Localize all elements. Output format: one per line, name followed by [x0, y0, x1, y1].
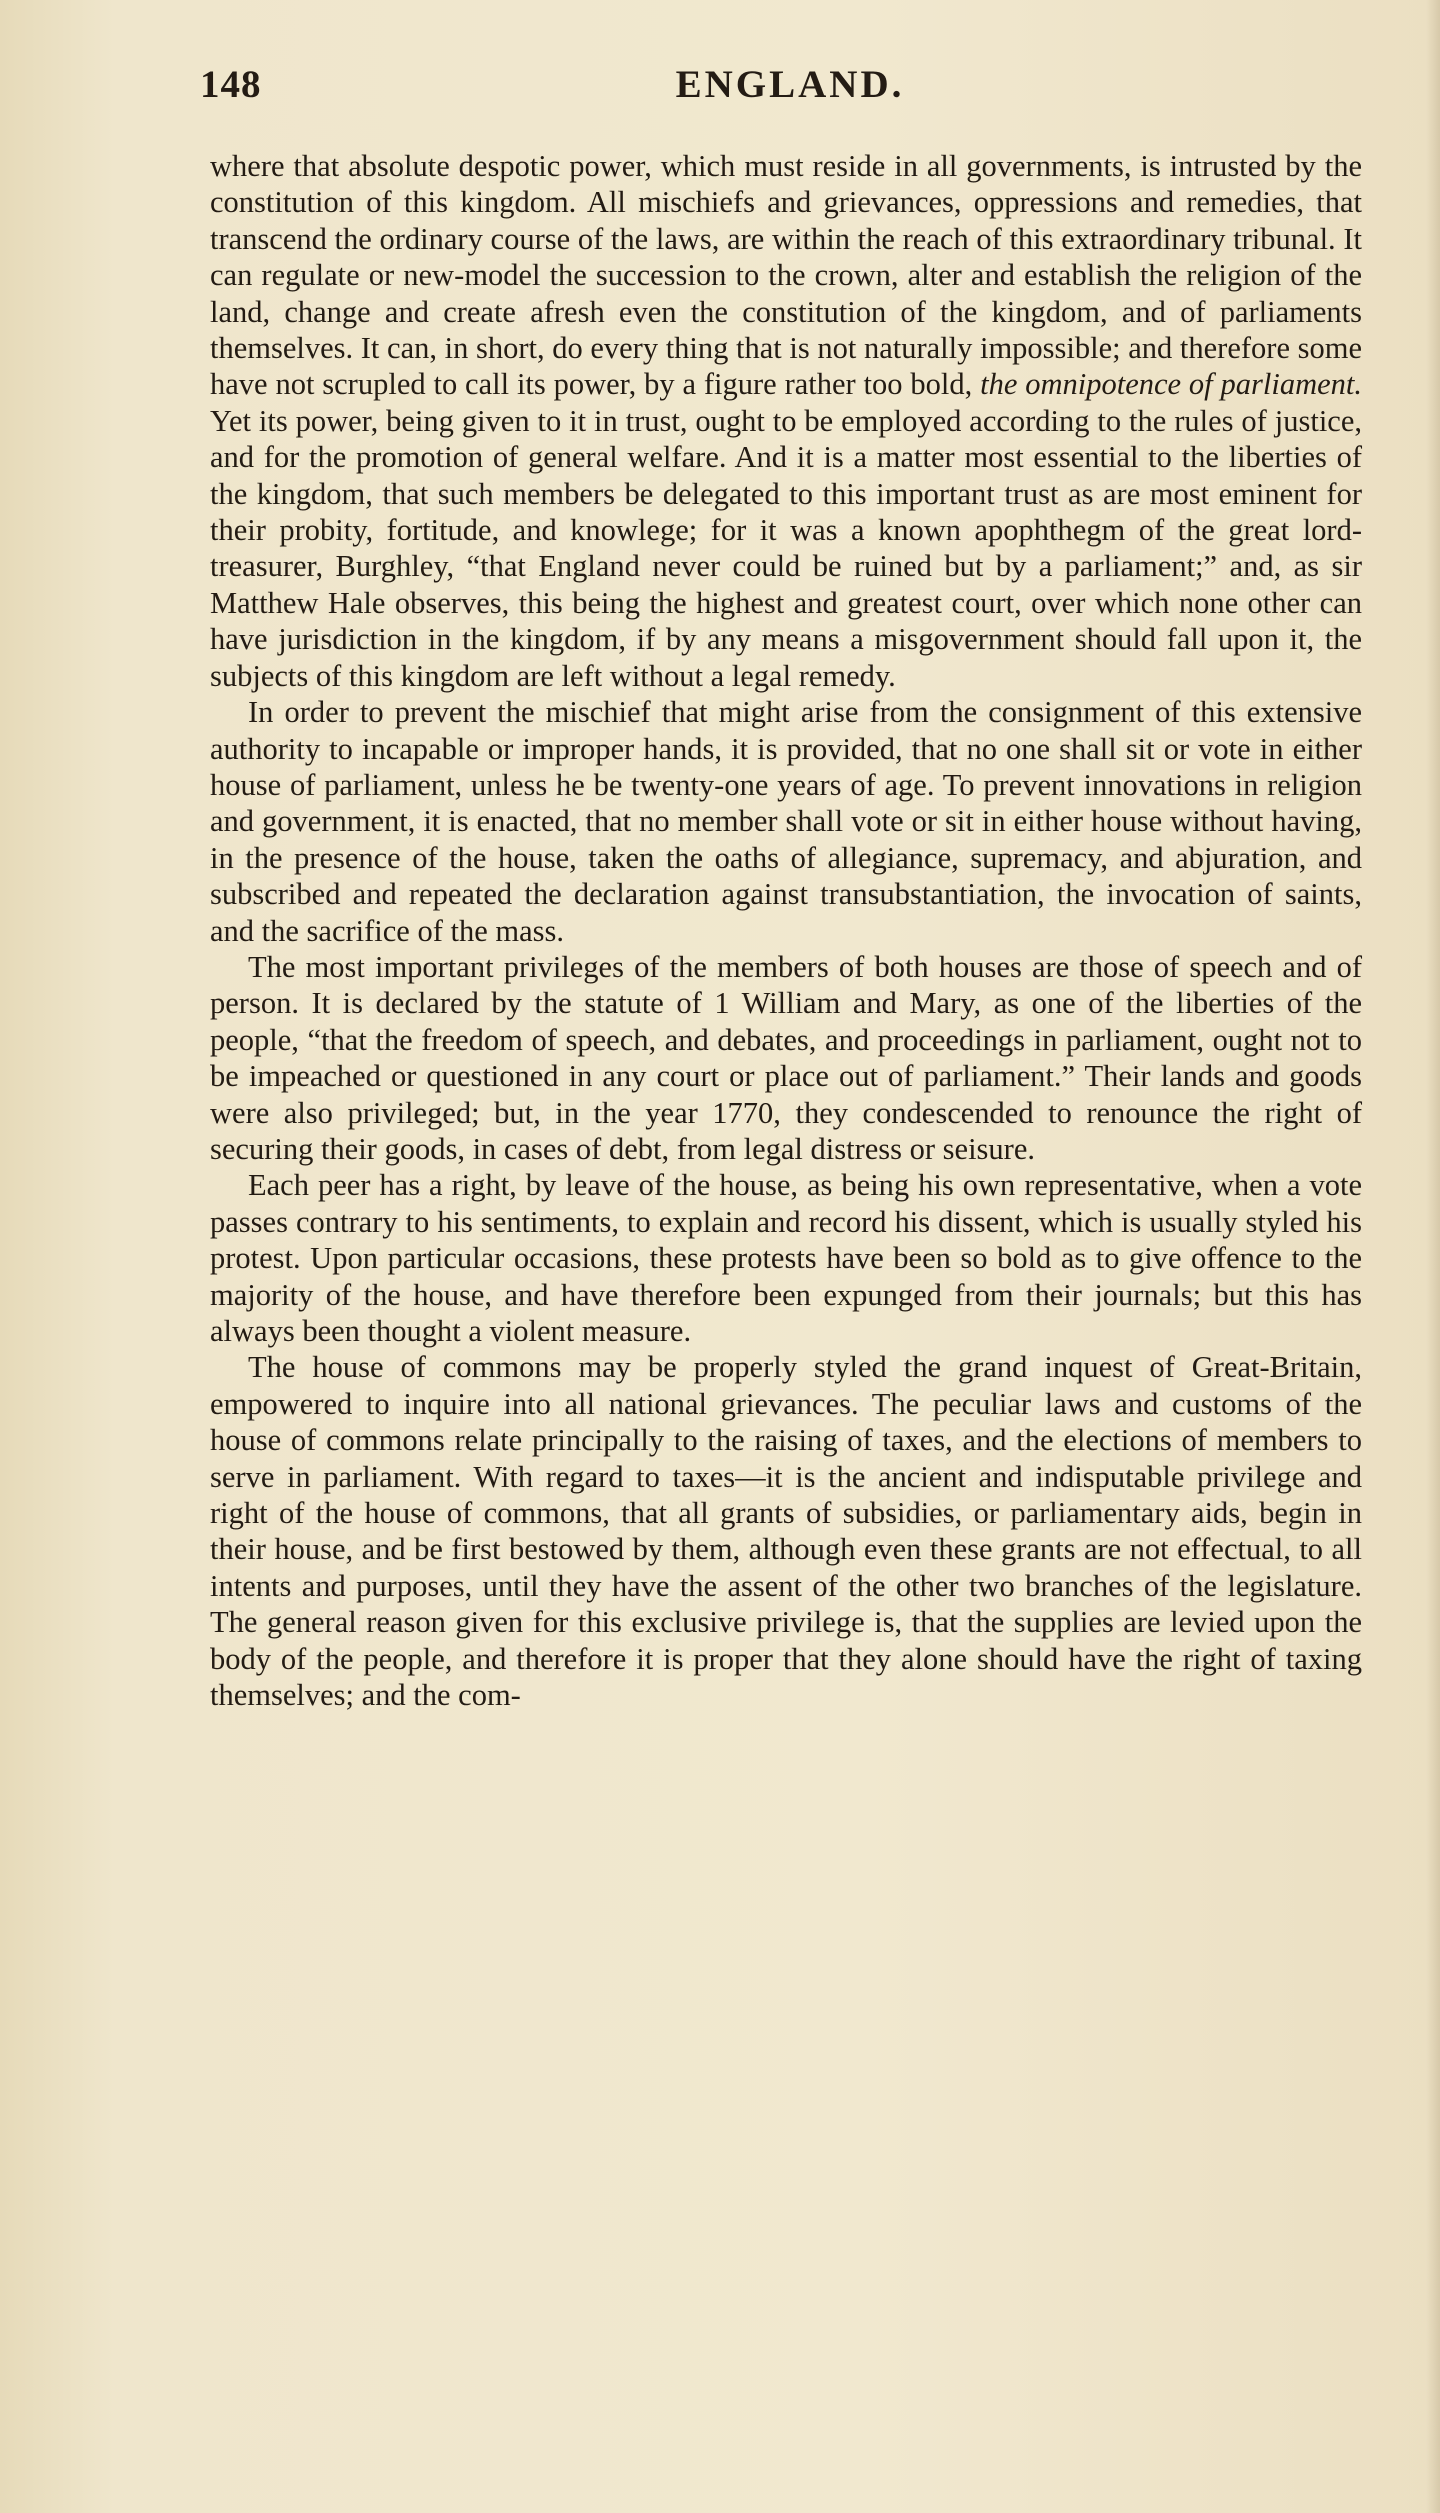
page-header [200, 62, 1380, 122]
paragraph-text-continued: Yet its power, being given to it in trust, ought to be employed according to the rules of justice, and for the promotion of general welfare. And it is a matter most essential to the liberties of the kingdom, that such members be delegated to this important trust as are most eminent for their probity, fortitude, and knowlege; for it was a known apophthegm of the great lord-treasurer, Burghley, “that England never could be ruined but by a parliament;” and, as sir Matthew Hale observes, this being the highest and greatest court, over which none other can have jurisdiction in the kingdom, if by any means a misgovernment should fall upon it, the subjects of this kingdom are left without a legal remedy. [210, 403, 1362, 693]
page-number: 148 [200, 63, 262, 106]
page-edge-shadow [1426, 0, 1440, 2513]
running-head: ENGLAND. [675, 63, 905, 106]
body-text [210, 148, 1362, 1713]
italic-phrase: the omnipotence of parliament. [980, 367, 1362, 402]
paragraph [210, 148, 1362, 694]
paragraph: Each peer has a right, by leave of the house, as being his own representative, when a vote passes contrary to his sentiments, to explain and record his dissent, which is usually styled his protest. Upon particular occasions, these protests have been so bold as to give offence to the majority of the house, and have therefore been expunged from their journals; but this has always been thought a violent measure. [210, 1168, 1362, 1348]
paragraph: In order to prevent the mischief that might arise from the consignment of this extensive authority to incapable or improper hands, it is provided, that no one shall sit or vote in either house of parliament, unless he be twenty-one years of age. To prevent innovations in religion and government, it is enacted, that no member shall vote or sit in either house without having, in the presence of the house, taken the oaths of allegiance, supremacy, and abjuration, and subscribed and repeated the declaration against transubstantiation, the invocation of saints, and the sacrifice of the mass. [210, 695, 1362, 948]
paragraph: The house of commons may be properly styled the grand inquest of Great-Britain, empowered to inquire into all national grievances. The peculiar laws and customs of the house of commons relate principally to the raising of taxes, and the elections of members to serve in parliament. With regard to taxes—it is the ancient and indisputable privilege and right of the house of commons, that all grants of subsidies, or parliamentary aids, begin in their house, and be first bestowed by them, although even these grants are not effectual, to all intents and purposes, until they have the assent of the other two branches of the legislature. The general reason given for this exclusive privilege is, that the supplies are levied upon the body of the people, and therefore it is proper that they alone should have the right of taxing themselves; and the com- [210, 1350, 1362, 1713]
paragraph: The most important privileges of the members of both houses are those of speech and of person. It is declared by the statute of 1 William and Mary, as one of the liberties of the people, “that the freedom of speech, and debates, and proceedings in parliament, ought not to be impeached or questioned in any court or place out of parliament.” Their lands and goods were also privileged; but, in the year 1770, they condescended to renounce the right of securing their goods, in cases of debt, from legal distress or seisure. [210, 949, 1362, 1166]
paragraph-text: where that absolute despotic power, which must reside in all governments, is intrusted by the constitution of this kingdom. All mischiefs and grievances, oppressions and remedies, that transcend the ordinary course of the laws, are within the reach of this extraordinary tribunal. It can regulate or new-model the succession to the crown, alter and establish the religion of the land, change and create afresh even the constitution of the kingdom, and of parliaments themselves. It can, in short, do every thing that is not naturally impossible; and therefore some have not scrupled to call its power, by a figure rather too bold, [210, 149, 1362, 402]
